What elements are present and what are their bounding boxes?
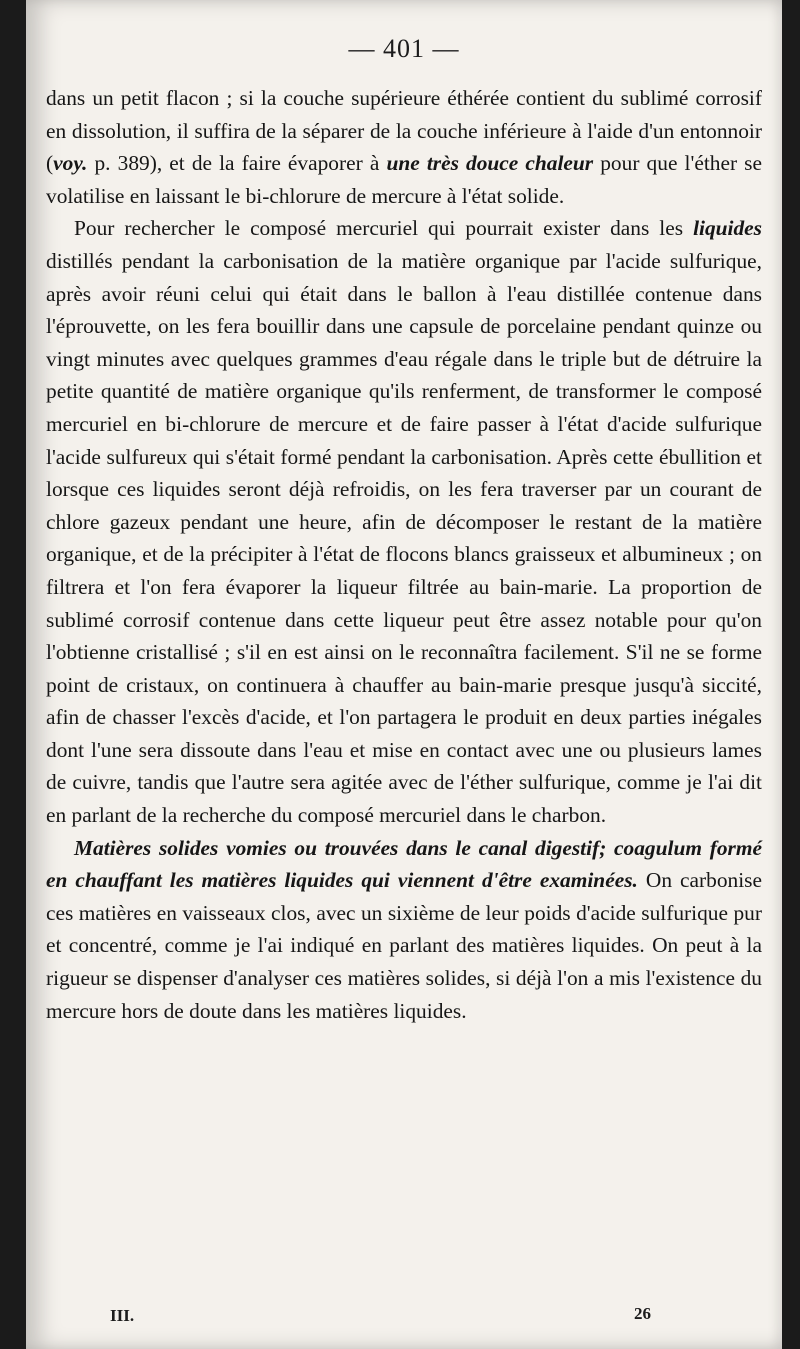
paragraph-3-text-b: On carbonise ces matières en vaisseaux clos, avec un sixième de leur poids d'acide sulfurique pur et concentré, comme je l'ai indiqué en parlant des matières liquides. On peut à la rigueur se dispenser d'analyser ces matières solides, si déjà l'on a mis l'existence du mercure hors de doute dans les matières liquides. [46,868,762,1023]
paragraph-3 [46,832,762,1028]
footer-signature: III. [110,1306,135,1325]
page-number: — 401 — [348,34,460,63]
paragraph-1-text-a: dans un petit flacon ; si la couche supérieure éthérée contient du sublimé corrosif en dissolution, il suffira de la séparer de la couche inférieure à l'aide d'un entonnoir ( [46,86,762,176]
book-page [26,0,782,1349]
footer-sheet-number: 26 [634,1304,651,1323]
paragraph-2-text-a: Pour rechercher le composé mercuriel qui pourrait exister dans les [74,216,694,241]
paragraph-2 [46,212,762,831]
paragraph-1-text-e: pour que l'éther se volatilise en laissant le bi-chlorure de mercure à l'état solide. [46,151,763,208]
paragraph-1 [46,82,762,212]
paragraph-2-text-c: distillés pendant la carbonisation de la matière organique par l'acide sulfurique, après avoir réuni celui qui était dans le ballon à l'eau distillée contenue dans l'éprouvette, on les fera bouillir dans une capsule de porcelaine pendant quinze ou vingt minutes avec quelques grammes d'eau régale dans le triple but de détruire la petite quantité de matière organique qu'ils renferment, de transformer le composé mercuriel en bi-chlorure de mercure et de faire passer à l'état d'acide sulfurique l'acide sulfureux qui s'était formé pendant la carbonisation. Après cette ébullition et lorsque ces liquides seront déjà refroidis, on les fera traverser par un courant de chlore gazeux pendant une heure, afin de décomposer le restant de la matière organique, et de la précipiter à l'état de flocons blancs graisseux et albumineux ; on filtrera et l'on fera évaporer la liqueur filtrée au bain-marie. La proportion de sublimé corrosif contenue dans cette liqueur peut être assez notable pour qu'on l'obtienne cristallisé ; s'il en est ainsi on le reconnaîtra facilement. S'il ne se forme point de cristaux, on continuera à chauffer au bain-marie presque jusqu'à siccité, afin de chasser l'excès d'acide, et l'on partagera le produit en deux parties inégales dont l'une sera dissoute dans l'eau et mise en contact avec une ou plusieurs lames de cuivre, tandis que l'autre sera agitée avec de l'éther sulfurique, comme je l'ai dit en parlant de la recherche du composé mercuriel dans le charbon. [46,248,762,828]
paragraph-1-italic-voy: voy. [53,151,88,176]
paragraph-2-italic-liquides: liquides [693,216,762,241]
paragraph-3-italic-heading: Matières solides vomies ou trouvées dans le canal digestif; coagulum formé en chauffant les matières liquides qui viennent d'être examinées. [46,835,762,893]
paragraph-1-italic-chaleur: une très douce chaleur [386,151,594,176]
body-text [46,82,762,1027]
paragraph-1-text-c: p. 389), et de la faire évaporer à [87,151,387,176]
